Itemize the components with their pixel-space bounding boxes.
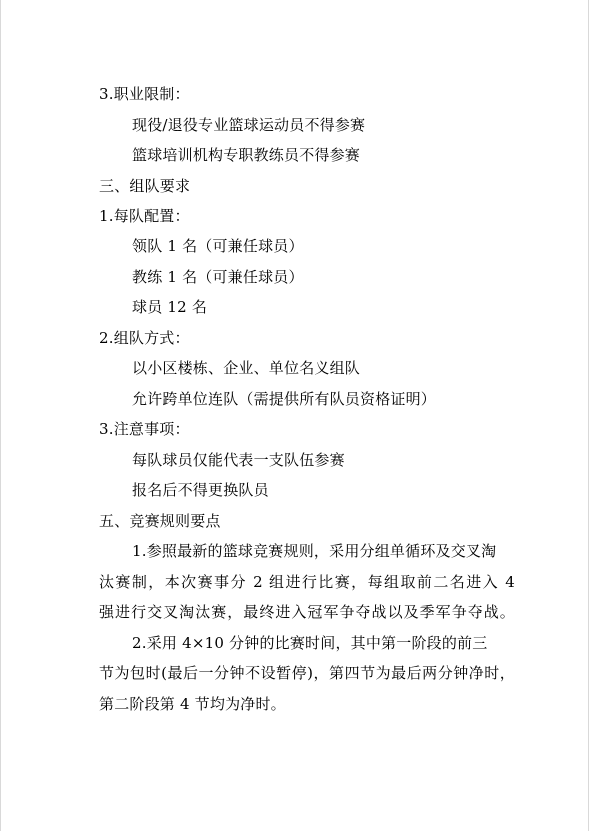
- list-item: 允许跨单位连队（需提供所有队员资格证明）: [132, 390, 437, 408]
- paragraph-line: 节为包时(最后一分钟不设暂停)，第四节为最后两分钟净时，: [99, 664, 515, 682]
- subheading-occupation-limit: 3.职业限制：: [99, 85, 190, 103]
- section-heading-team-requirements: 三、组队要求: [99, 177, 191, 195]
- paragraph-line: 1.参照最新的篮球竞赛规则，采用分组单循环及交叉淘: [132, 542, 497, 560]
- list-item: 领队 1 名（可兼任球员）: [132, 237, 304, 255]
- paragraph-line: 第二阶段第 4 节均为净时。: [99, 695, 286, 713]
- list-item: 篮球培训机构专职教练员不得参赛: [132, 146, 361, 164]
- subheading-notes: 3.注意事项：: [99, 420, 190, 438]
- section-heading-competition-rules: 五、竞赛规则要点: [99, 512, 221, 530]
- list-item: 教练 1 名（可兼任球员）: [132, 268, 304, 286]
- list-item: 每队球员仅能代表一支队伍参赛: [132, 451, 345, 469]
- list-item: 现役/退役专业篮球运动员不得参赛: [132, 116, 366, 134]
- subheading-team-config: 1.每队配置：: [99, 207, 190, 225]
- paragraph-line: 汰赛制，本次赛事分 2 组进行比赛，每组取前二名进入 4: [99, 573, 515, 591]
- list-item: 球员 12 名: [132, 298, 208, 316]
- list-item: 以小区楼栋、企业、单位名义组队: [132, 359, 361, 377]
- subheading-team-formation: 2.组队方式：: [99, 329, 190, 347]
- list-item: 报名后不得更换队员: [132, 481, 269, 499]
- paragraph-line: 强进行交叉淘汰赛，最终进入冠军争夺战以及季军争夺战。: [99, 603, 515, 621]
- paragraph-line: 2.采用 4×10 分钟的比赛时间，其中第一阶段的前三: [132, 634, 488, 652]
